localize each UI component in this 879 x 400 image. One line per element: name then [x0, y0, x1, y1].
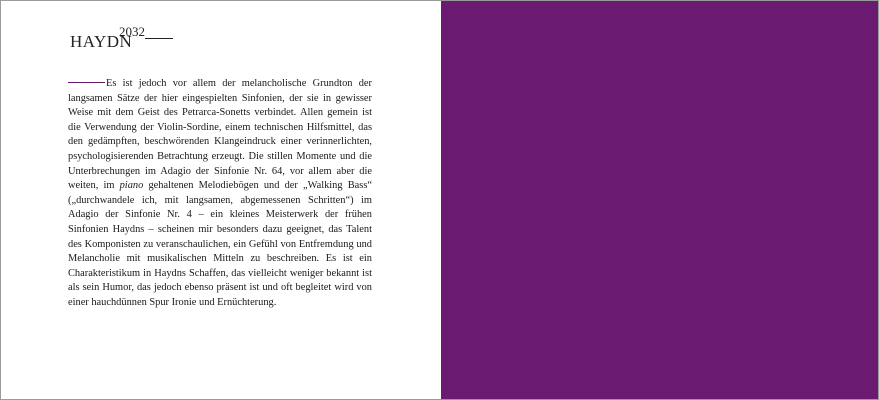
left-page — [1, 1, 441, 399]
logo-word: HAYDN — [70, 32, 133, 51]
body-paragraph — [68, 77, 372, 311]
body-text-part-1: Es ist jedoch vor allem der melancholische Grundton der langsamen Sätze der hier eingespielten Sinfonien, der sie in gewisser Weise mit dem Geist des Petrarca-Sonetts verbindet. Allen gemein ist die Verwendung der Violin-Sordine, einem technischen Hilfsmittel, das den gedämpften, beschwörenden Klangeindruck einer verinnerlichten, psychologisierenden Betrachtung erzeugt. Die stillen Momente und die Unterbrechungen im Adagio der Sinfonie Nr. 64, vor allem aber die weiten, im — [68, 78, 372, 192]
lead-in-rule — [68, 82, 105, 83]
right-page-purple-panel — [441, 1, 878, 399]
body-text-part-2: gehaltenen Melodiebögen und der „Walking Bass“ („durchwandele ich, mit langsamen, abgemessenen Schritten“) im Adagio der Sinfonie Nr. 4 – ein kleines Meisterwerk der frühen Sinfonien Haydns – scheinen mir besonders dazu geeignet, das Talent des Komponisten zu veranschaulichen, ein Gefühl von Entfremdung und Melancholie mit musikalischen Mitteln zu beschreiben. Es ist ein Charakteristikum in Haydns Schaffen, das vielleicht weniger bekannt ist als sein Humor, das jedoch ebenso präsent ist und oft begleitet wird von einer hauchdünnen Spur Ironie und Ernüchterung. — [68, 180, 372, 308]
logo-number: 2032 — [119, 24, 145, 39]
body-text-italic: piano — [119, 180, 144, 192]
logo-rule — [145, 38, 173, 39]
